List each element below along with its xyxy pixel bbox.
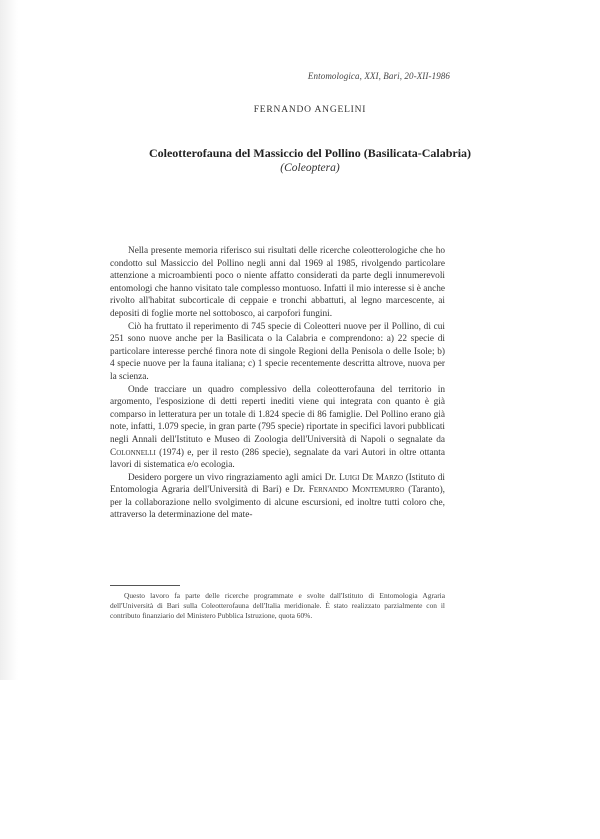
paragraph-4-text-b: (Istituto di Entomologia Agraria dell'Università di Bari) e Dr. [110, 472, 445, 496]
footnote: Questo lavoro fa parte delle ricerche programmate e svolte dall'Istituto di Entomologia Agraria dell'Università di Bari sulla Coleotterofauna dell'Italia meridionale. È stato realizzato parzialmente con il contributo finanziario del Ministero Pubblica Istruzione, quota 60%. [110, 591, 445, 620]
paragraph-3 [110, 384, 445, 472]
paragraph-2: Ciò ha fruttato il reperimento di 745 specie di Coleotteri nuove per il Pollino, di cui 251 sono nuove anche per la Basilicata o la Calabria e comprendono: a) 22 specie di particolare interesse perché finora note di singole Regioni della Penisola o delle Isole; b) 4 specie nuove per la fauna italiana; c) 1 specie recentemente descritta altrove, nuova per la scienza. [110, 321, 445, 382]
acknowledged-person-1: Luigi De Marzo [339, 472, 404, 483]
acknowledged-person-2: Fernando Montemurro [308, 485, 405, 496]
paragraph-3-text-a: Onde tracciare un quadro complessivo della coleotterofauna del territorio in argomento, l'esposizione di detti reperti inediti viene qui integrata con quanto è già comparso in letteratura per un totale di 1.824 specie di 86 famiglie. Del Pollino erano già note, infatti, 1.079 specie, in gran parte (795 specie) riportate in specifici lavori pubblicati negli Annali dell'Istituto e Museo di Zoologia dell'Università di Napoli o segnalate da [110, 384, 445, 445]
author-citation: Colonnelli [110, 447, 156, 458]
paragraph-4-text-c: (Taranto), per la collaborazione nello svolgimento di alcune escursioni, ed inoltre tutti coloro che, attraverso la determinazione del mate- [110, 485, 445, 521]
paragraph-1: Nella presente memoria riferisco sui risultati delle ricerche coleotterologiche che ho condotto sul Massiccio del Pollino negli anni dal 1969 al 1985, rivolgendo particolare attenzione a microambienti poco o niente affatto considerati da parte degli innumerevoli entomologi che hanno visitato tale complesso montuoso. Infatti il mio interesse si è anche rivolto all'habitat subcorticale di ceppaie e tronchi abbattuti, al legno marcescente, ai depositi di foglie morte nel sottobosco, ai carpofori fungini. [110, 246, 445, 319]
paragraph-4 [110, 472, 445, 522]
scan-shadow [0, 0, 18, 680]
article-body [110, 245, 445, 522]
paragraph-3-text-b: (1974) e, per il resto (286 specie), segnalate da vari Autori in oltre ottanta lavori di sistematica e/o ecologia. [110, 447, 445, 471]
article-title: Coleotterofauna del Massiccio del Pollino (Basilicata-Calabria) [148, 146, 472, 160]
paragraph-4-text-a: Desidero porgere un vivo ringraziamento agli amici Dr. [128, 472, 337, 483]
journal-reference: Entomologica, XXI, Bari, 20-XII-1986 [307, 71, 450, 81]
footnote-divider [110, 585, 180, 586]
article-subtitle: (Coleoptera) [280, 162, 340, 174]
author-name: FERNANDO ANGELINI [253, 105, 367, 115]
